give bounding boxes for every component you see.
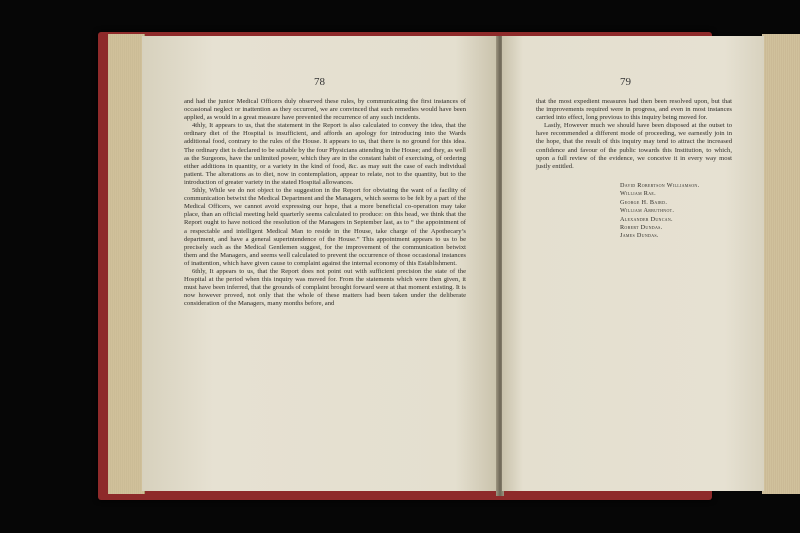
page-edges-right [762, 34, 800, 494]
signatories-list [620, 182, 699, 241]
signatory: Alexander Duncan. [620, 215, 673, 223]
paragraph-fourthly: 4thly, It appears to us, that the statement in the Report is also calculated to convey the idea, that the ordinary diet of the Hospital is insufficient, and affords an apology for introducing into the Wards additional food, contrary to the rules of the House. It appears to us, that there is no ground for this idea. The ordinary diet is declared to be suitable by the four Physicians attending in the House; and they, as well as the Surgeons, have the unlimited power, which they are in the constant habit of exercising, of ordering either additions in quantity, or a variety in the kind of food, &c. as may suit the case of each individual patient. The alterations as to diet, now in contemplation, appear to relate, not to the quantity, but to the introduction of greater variety in the stated Hospital allowances. [184, 122, 466, 186]
page-number-right: 79 [620, 76, 631, 88]
paragraph-fifthly: 5thly, While we do not object to the suggestion in the Report for obviating the want of a facility of communication betwixt the Medical Department and the Managers, which seems to be felt by a part of the Medical Officers, we cannot avoid expressing our hope, that a more beneficial co-operation may take place, than an official meeting held quarterly seems calculated to produce: on this head, we think that the Report ought to have noticed the resolution of the Managers in September last, as to “ the appointment of a respectable and intelligent Medical Man to reside in the House, take charge of the Apothecary’s department, and have a general superintendence of the House.” This appointment appears to us to be precisely such as the Medical Gentlemen suggest, for the improvement of the communication betwixt them and the Managers, and seems well calculated to prevent the occurrence of those occasional instances of inattention, which have given cause to complaint against the internal economy of this Establishment. [184, 187, 466, 267]
paragraph-lastly: Lastly, However much we should have been disposed at the outset to have recommended a different mode of proceeding, we earnestly join in the hope, that the result of this inquiry may tend to attract the increased confidence and favour of the public towards this Institution, to which, upon a full review of the evidence, we conceive it in every way most justly entitled. [536, 122, 732, 170]
page-edges-left [108, 34, 145, 494]
signatory: William Rae. [620, 190, 656, 198]
signatory: James Dundas. [620, 232, 659, 240]
paragraph-continuation: and had the junior Medical Officers duly observed these rules, by communicating the first instances of occasional neglect or inattention as they occurred, we are convinced that such remedies would have been applied, as would in a great measure have prevented the recurrence of any such incidents. [184, 98, 466, 122]
right-page-text [536, 98, 732, 171]
page-number-left: 78 [314, 76, 325, 88]
open-book [98, 30, 732, 500]
left-page [142, 36, 498, 491]
paragraph-sixthly: 6thly, It appears to us, that the Report does not point out with sufficient precision the state of the Hospital at the period when this inquiry was moved for. From the statements which were then given, it must have been inferred, that the grounds of complaint brought forward were at that moment existing. It is now however proved, not only that the whole of these matters had been taken under the deliberate consideration of the Managers, many months before, and [184, 267, 466, 308]
signatory: George H. Baird. [620, 198, 668, 206]
signatory: Robert Dundas. [620, 224, 663, 232]
right-page [502, 36, 764, 491]
signatory: David Robertson Williamson. [620, 182, 700, 189]
paragraph-continuation: that the most expedient measures had then been resolved upon, but that the improvements required were in progress, and even in most instances carried into effect, long previous to this inquiry being moved for. [536, 98, 732, 122]
left-page-text [184, 98, 466, 308]
signatory: William Arbuthnot. [620, 207, 675, 215]
